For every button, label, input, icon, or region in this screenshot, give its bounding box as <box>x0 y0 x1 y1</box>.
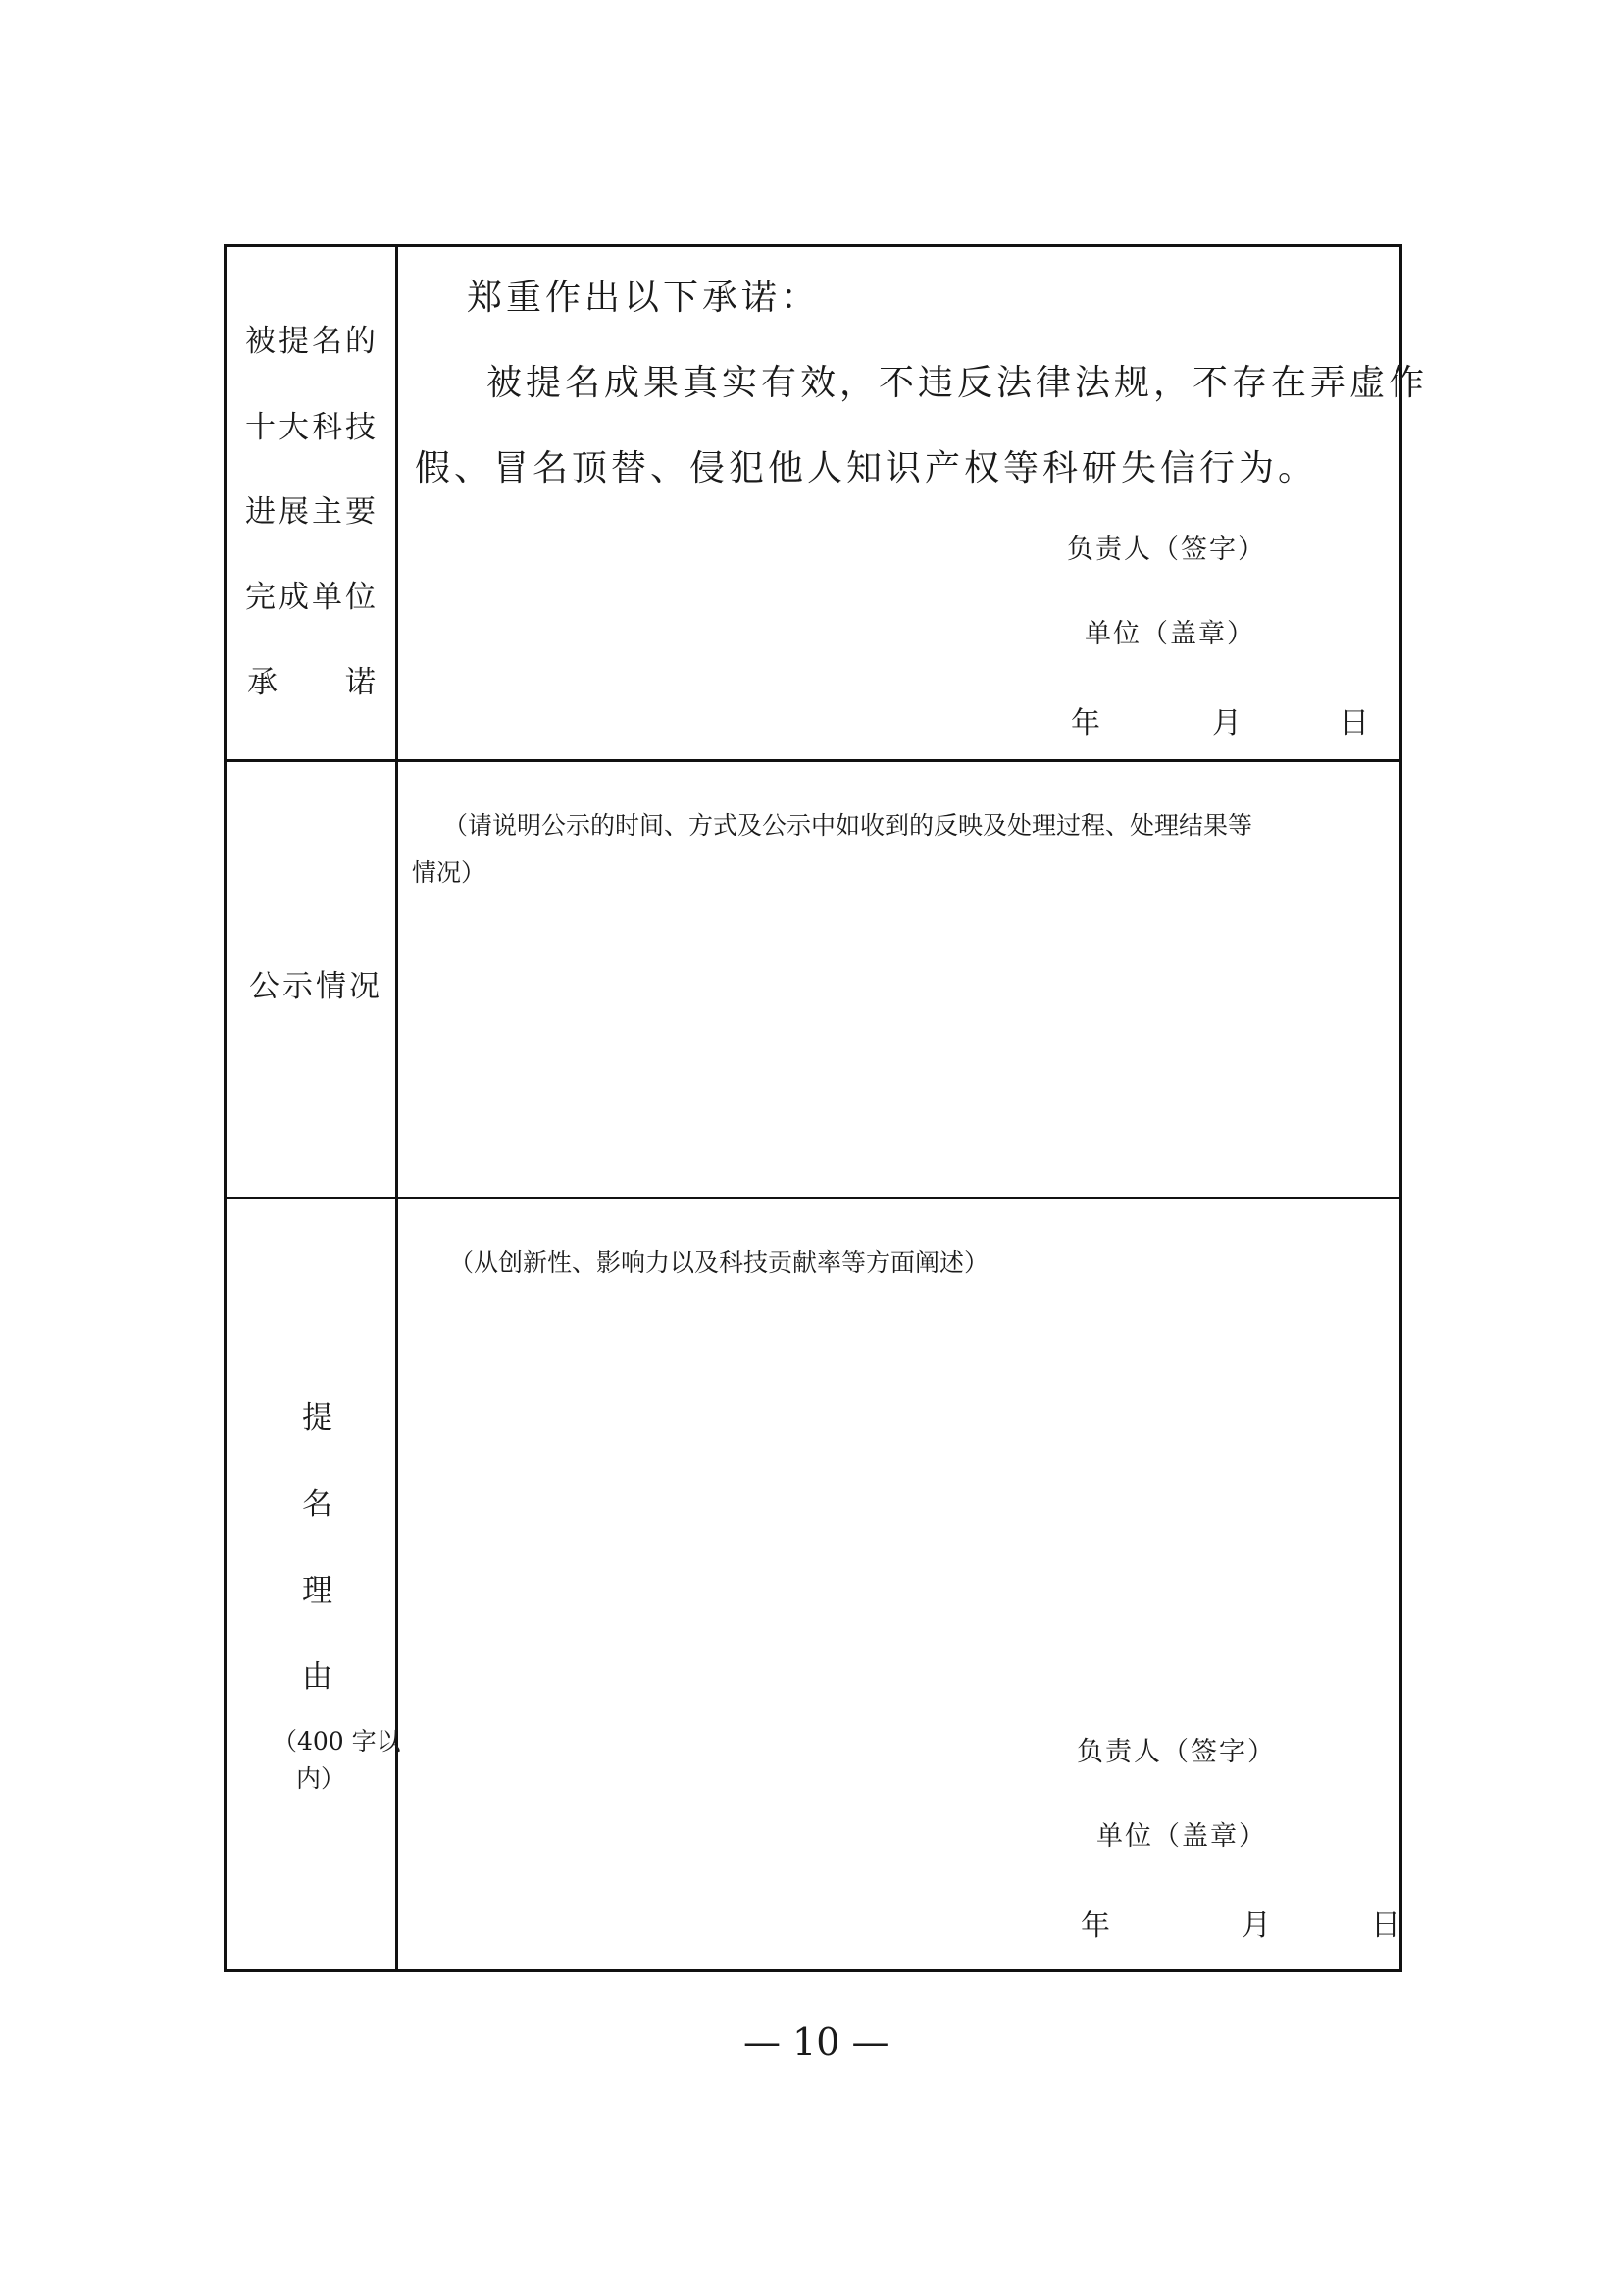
commitment-label-line-5-left: 承 <box>247 665 280 700</box>
nomination-label-char-1: 提 <box>302 1401 335 1436</box>
nomination-unit-field: 单位（盖章） <box>1096 1821 1267 1852</box>
row-divider-1 <box>224 759 1401 762</box>
commitment-unit-field: 单位（盖章） <box>1085 619 1255 649</box>
commitment-intro: 郑重作出以下承诺： <box>467 278 821 318</box>
page-number: — 10 — <box>743 2020 889 2064</box>
table-border-top <box>224 244 1401 247</box>
commitment-label-line-3: 进展主要 <box>245 494 379 530</box>
column-divider <box>395 244 398 1972</box>
nomination-signer-field: 负责人（签字） <box>1077 1737 1276 1767</box>
public-notice-label: 公示情况 <box>249 969 382 1004</box>
table-border-right <box>1399 244 1402 1972</box>
nomination-word-limit-line-2: 内） <box>296 1764 346 1793</box>
public-notice-instruction-line-1: （请说明公示的时间、方式及公示中如收到的反映及处理过程、处理结果等 <box>443 811 1253 840</box>
commitment-label-line-5-right: 诺 <box>345 665 379 700</box>
commitment-month: 月 <box>1212 706 1242 740</box>
table-border-bottom <box>224 1969 1401 1972</box>
row-divider-2 <box>224 1197 1401 1199</box>
table-border-left <box>224 244 227 1972</box>
commitment-label-line-2: 十大科技 <box>245 410 379 445</box>
commitment-day: 日 <box>1340 706 1369 740</box>
nomination-label-char-4: 由 <box>302 1659 335 1695</box>
nomination-label-char-2: 名 <box>302 1487 335 1522</box>
nomination-year: 年 <box>1081 1909 1110 1943</box>
commitment-signer-field: 负责人（签字） <box>1067 535 1266 565</box>
nomination-label-char-3: 理 <box>302 1573 335 1608</box>
public-notice-instruction-line-2: 情况） <box>412 858 486 887</box>
nomination-day: 日 <box>1371 1909 1400 1943</box>
nomination-month: 月 <box>1242 1909 1271 1943</box>
commitment-label-line-1: 被提名的 <box>245 324 379 359</box>
commitment-year: 年 <box>1071 706 1100 740</box>
commitment-promise-line-1: 被提名成果真实有效，不违反法律法规，不存在弄虚作 <box>486 363 1429 403</box>
nomination-word-limit-line-1: （400 字以 <box>273 1727 401 1756</box>
nomination-instruction: （从创新性、影响力以及科技贡献率等方面阐述） <box>449 1248 990 1277</box>
commitment-promise-line-2: 假、冒名顶替、侵犯他人知识产权等科研失信行为。 <box>415 448 1318 488</box>
commitment-label-line-4: 完成单位 <box>245 580 379 615</box>
